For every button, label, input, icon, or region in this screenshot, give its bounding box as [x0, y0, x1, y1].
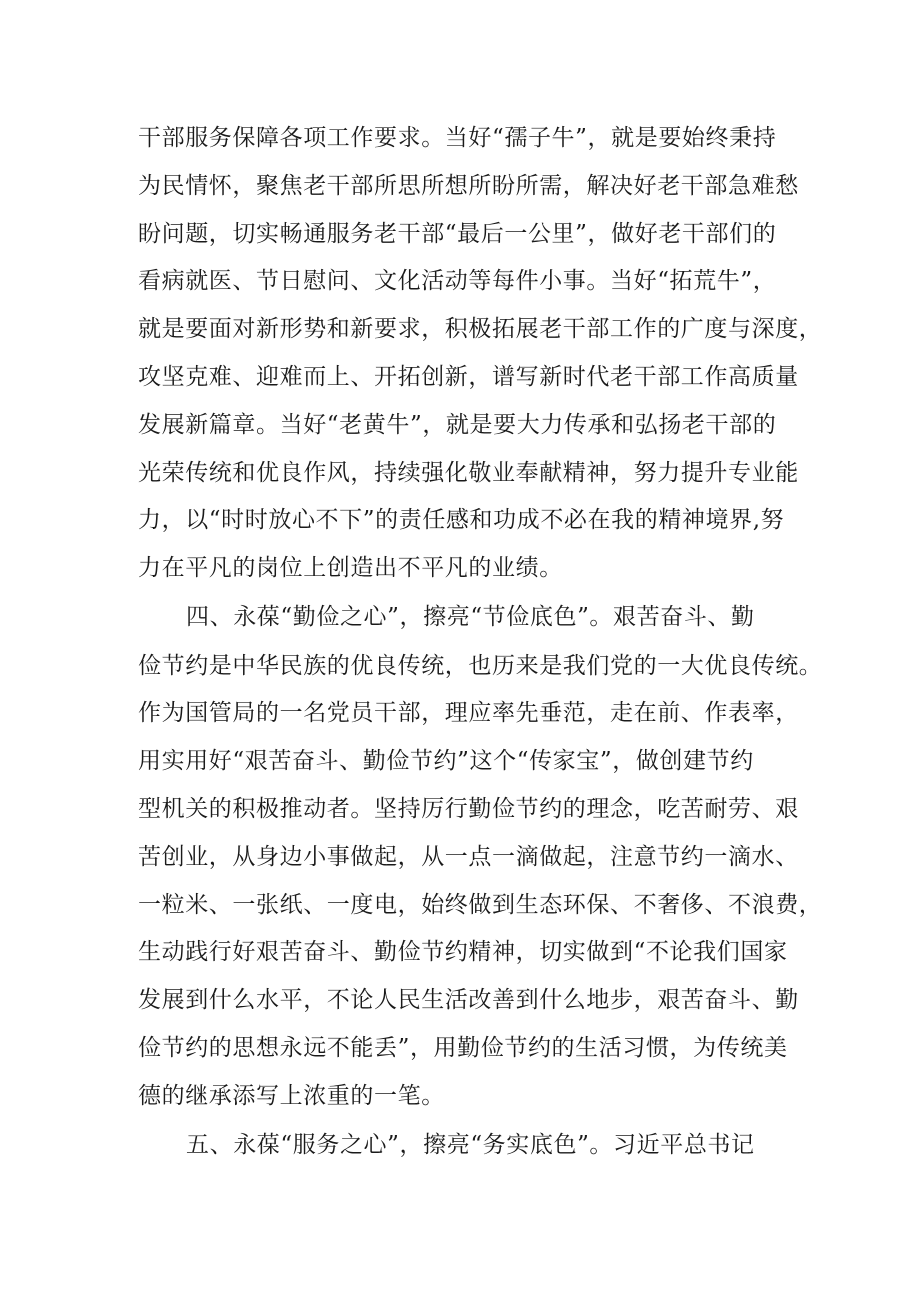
text-line: 型机关的积极推动者。坚持厉行勤俭节约的理念，吃苦耐劳、艰	[138, 796, 799, 822]
text-line: 光荣传统和优良作风，持续强化敬业奉献精神，努力提升专业能	[138, 460, 799, 486]
text-line: 盼问题，切实畅通服务老干部“最后一公里”，做好老干部们的	[138, 221, 777, 247]
section-heading-line: 四、永葆“勤俭之心”，擦亮“节俭底色”。艰苦奋斗、勤	[186, 604, 755, 630]
text-line: 发展到什么水平，不论人民生活改善到什么地步，艰苦奋斗、勤	[138, 987, 799, 1013]
text-line: 攻坚克难、迎难而上、开拓创新，谱写新时代老干部工作高质量	[138, 364, 799, 390]
text-line: 生动践行好艰苦奋斗、勤俭节约精神，切实做到“不论我们国家	[138, 939, 788, 965]
text-line: 德的继承添写上浓重的一笔。	[138, 1083, 445, 1109]
section-heading-line: 五、永葆“服务之心”，擦亮“务实底色”。习近平总书记	[186, 1132, 755, 1158]
text-line: 看病就医、节日慰问、文化活动等每件小事。当好“拓荒牛”，	[138, 268, 777, 294]
text-line: 干部服务保障各项工作要求。当好“孺子牛”，就是要始终秉持	[138, 125, 777, 151]
text-line: 力在平凡的岗位上创造出不平凡的业绩。	[138, 555, 563, 581]
text-line: 就是要面对新形势和新要求，积极拓展老干部工作的广度与深度，	[138, 316, 823, 342]
text-line: 力，以“时时放心不下”的责任感和功成不必在我的精神境界,努	[138, 507, 785, 533]
text-line: 一粒米、一张纸、一度电，始终做到生态环保、不奢侈、不浪费，	[138, 892, 823, 918]
text-line: 俭节约是中华民族的优良传统，也历来是我们党的一大优良传统。	[138, 653, 823, 679]
text-line: 用实用好“艰苦奋斗、勤俭节约”这个“传家宝”，做创建节约	[138, 748, 754, 774]
text-line: 俭节约的思想永远不能丢”，用勤俭节约的生活习惯，为传统美	[138, 1035, 788, 1061]
text-line: 为民情怀，聚焦老干部所思所想所盼所需，解决好老干部急难愁	[138, 173, 799, 199]
text-line: 苦创业，从身边小事做起，从一点一滴做起，注意节约一滴水、	[138, 844, 799, 870]
text-line: 作为国管局的一名党员干部，理应率先垂范，走在前、作表率，	[138, 700, 799, 726]
text-line: 发展新篇章。当好“老黄牛”，就是要大力传承和弘扬老干部的	[138, 412, 777, 438]
